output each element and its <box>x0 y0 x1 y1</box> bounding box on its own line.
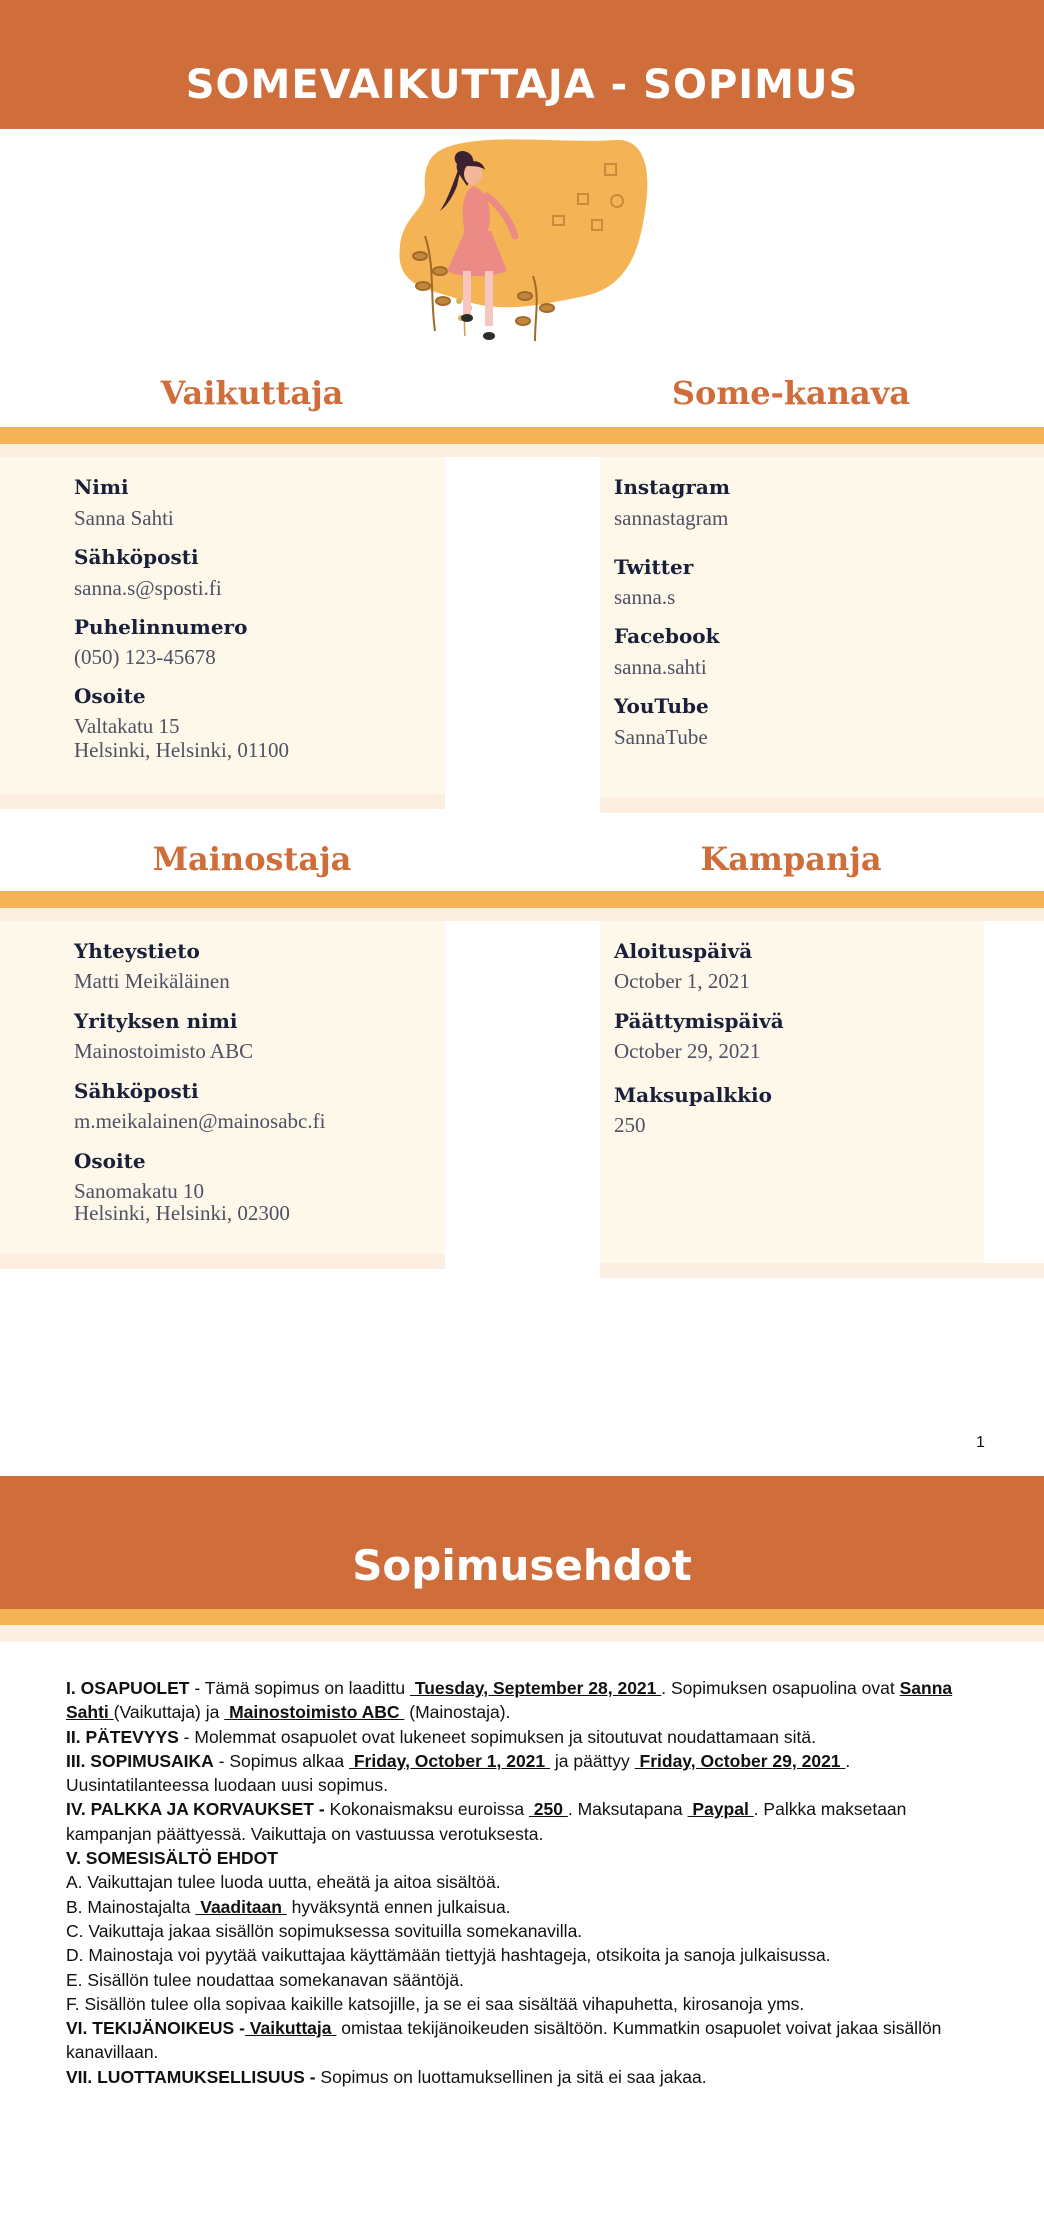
terms-body <box>66 1676 982 2089</box>
advertiser-email-label: Sähköposti <box>74 1079 199 1103</box>
influencer-name-label: Nimi <box>74 475 129 499</box>
terms-title: Sopimusehdot <box>352 1541 692 1590</box>
advertiser-heading: Mainostaja <box>152 840 352 878</box>
facebook-label: Facebook <box>614 624 720 648</box>
divider-stripe <box>0 427 1044 444</box>
youtube-handle: SannaTube <box>614 725 708 749</box>
advertiser-contact: Matti Meikäläinen <box>74 969 230 993</box>
channels-heading: Some-kanava <box>671 374 911 412</box>
divider-stripe <box>0 444 1044 457</box>
influencer-email-label: Sähköposti <box>74 545 199 569</box>
twitter-label: Twitter <box>614 555 694 579</box>
divider-stripe <box>0 908 1044 921</box>
instagram-handle: sannastagram <box>614 506 729 530</box>
campaign-fee-label: Maksupalkkio <box>614 1083 772 1107</box>
influencer-heading: Vaikuttaja <box>160 374 344 412</box>
terms-section-copyright: VI. TEKIJÄNOIKEUS - Vaikuttaja omistaa tekijänoikeuden sisältöön. Kummatkin osapuolet voivat jakaa sisällön kanavillaan. <box>66 2018 942 2063</box>
campaign-heading: Kampanja <box>700 840 882 878</box>
advertiser-address-line1: Sanomakatu 10 <box>74 1179 205 1203</box>
campaign-start-label: Aloituspäivä <box>614 939 753 963</box>
influencer-phone-label: Puhelinnumero <box>74 615 248 639</box>
influencer-email: sanna.s@sposti.fi <box>74 576 222 600</box>
facebook-handle: sanna.sahti <box>614 655 707 679</box>
advertiser-email: m.meikalainen@mainosabc.fi <box>74 1109 326 1133</box>
terms-section-period: III. SOPIMUSAIKA - Sopimus alkaa Friday, October 1, 2021 ja päättyy Friday, October 29, 2021 . Uusintatilanteessa luodaan uusi sopimus. <box>66 1750 851 1796</box>
influencer-address-line1: Valtakatu 15 <box>74 714 180 738</box>
influencer-illustration <box>395 136 655 351</box>
terms-section-content: V. SOMESISÄLTÖ EHDOT <box>66 1848 278 1869</box>
terms-content-c: C. Vaikuttaja jakaa sisällön sopimuksessa sovituilla somekanavilla. <box>66 1920 583 1941</box>
campaign-fee: 250 <box>614 1113 646 1137</box>
advertiser-company-label: Yrityksen nimi <box>74 1009 238 1033</box>
panel-footer <box>0 794 445 809</box>
terms-content-f: F. Sisällön tulee olla sopivaa kaikille katsojille, ja se ei saa sisältää vihapuhetta, kirosanoja yms. <box>66 1993 805 2014</box>
influencer-name: Sanna Sahti <box>74 506 174 530</box>
influencer-address-line2: Helsinki, Helsinki, 01100 <box>74 738 290 762</box>
page-title: SOMEVAIKUTTAJA - SOPIMUS <box>185 62 859 108</box>
advertiser-company: Mainostoimisto ABC <box>74 1039 254 1063</box>
terms-content-e: E. Sisällön tulee noudattaa somekanavan sääntöjä. <box>66 1969 464 1990</box>
advertiser-contact-label: Yhteystieto <box>74 939 200 963</box>
instagram-label: Instagram <box>614 475 730 499</box>
panel-footer <box>600 798 1044 813</box>
page-number: 1 <box>976 1434 985 1451</box>
panel-footer <box>0 1254 445 1269</box>
terms-content-d: D. Mainostaja voi pyytää vaikuttajaa käyttämään tiettyjä hashtageja, otsikoita ja sanoja julkaisussa. <box>66 1945 831 1966</box>
divider-stripe <box>0 1625 1044 1642</box>
campaign-end-label: Päättymispäivä <box>614 1009 784 1033</box>
influencer-phone: (050) 123-45678 <box>74 645 216 669</box>
terms-section-validity: II. PÄTEVYYS - Molemmat osapuolet ovat lukeneet sopimuksen ja sitoutuvat noudattamaan sitä. <box>66 1726 816 1747</box>
panel-footer <box>600 1263 1044 1278</box>
divider-stripe <box>0 891 1044 908</box>
advertiser-address-line2: Helsinki, Helsinki, 02300 <box>74 1201 290 1225</box>
advertiser-address-label: Osoite <box>74 1149 146 1173</box>
terms-section-payment: IV. PALKKA JA KORVAUKSET - Kokonaismaksu euroissa 250 . Maksutapana Paypal . Palkka maksetaan kampanjan päättyessä. Vaikuttaja on vastuussa verotuksesta. <box>66 1799 907 1844</box>
terms-section-confidentiality: VII. LUOTTAMUKSELLISUUS - Sopimus on luottamuksellinen ja sitä ei saa jakaa. <box>66 2066 707 2087</box>
twitter-handle: sanna.s <box>614 585 676 609</box>
terms-content-a: A. Vaikuttajan tulee luoda uutta, eheätä ja aitoa sisältöä. <box>66 1872 501 1893</box>
campaign-end: October 29, 2021 <box>614 1039 761 1063</box>
terms-content-b: B. Mainostajalta Vaaditaan hyväksyntä ennen julkaisua. <box>66 1896 511 1917</box>
divider-stripe <box>0 1609 1044 1625</box>
campaign-start: October 1, 2021 <box>614 969 750 993</box>
terms-section-parties: I. OSAPUOLET - Tämä sopimus on laadittu Tuesday, September 28, 2021 . Sopimuksen osapuolina ovat Sanna Sahti (Vaikuttaja) ja Mainostoimisto ABC (Mainostaja). <box>66 1678 953 1723</box>
youtube-label: YouTube <box>614 694 709 718</box>
influencer-address-label: Osoite <box>74 684 146 708</box>
